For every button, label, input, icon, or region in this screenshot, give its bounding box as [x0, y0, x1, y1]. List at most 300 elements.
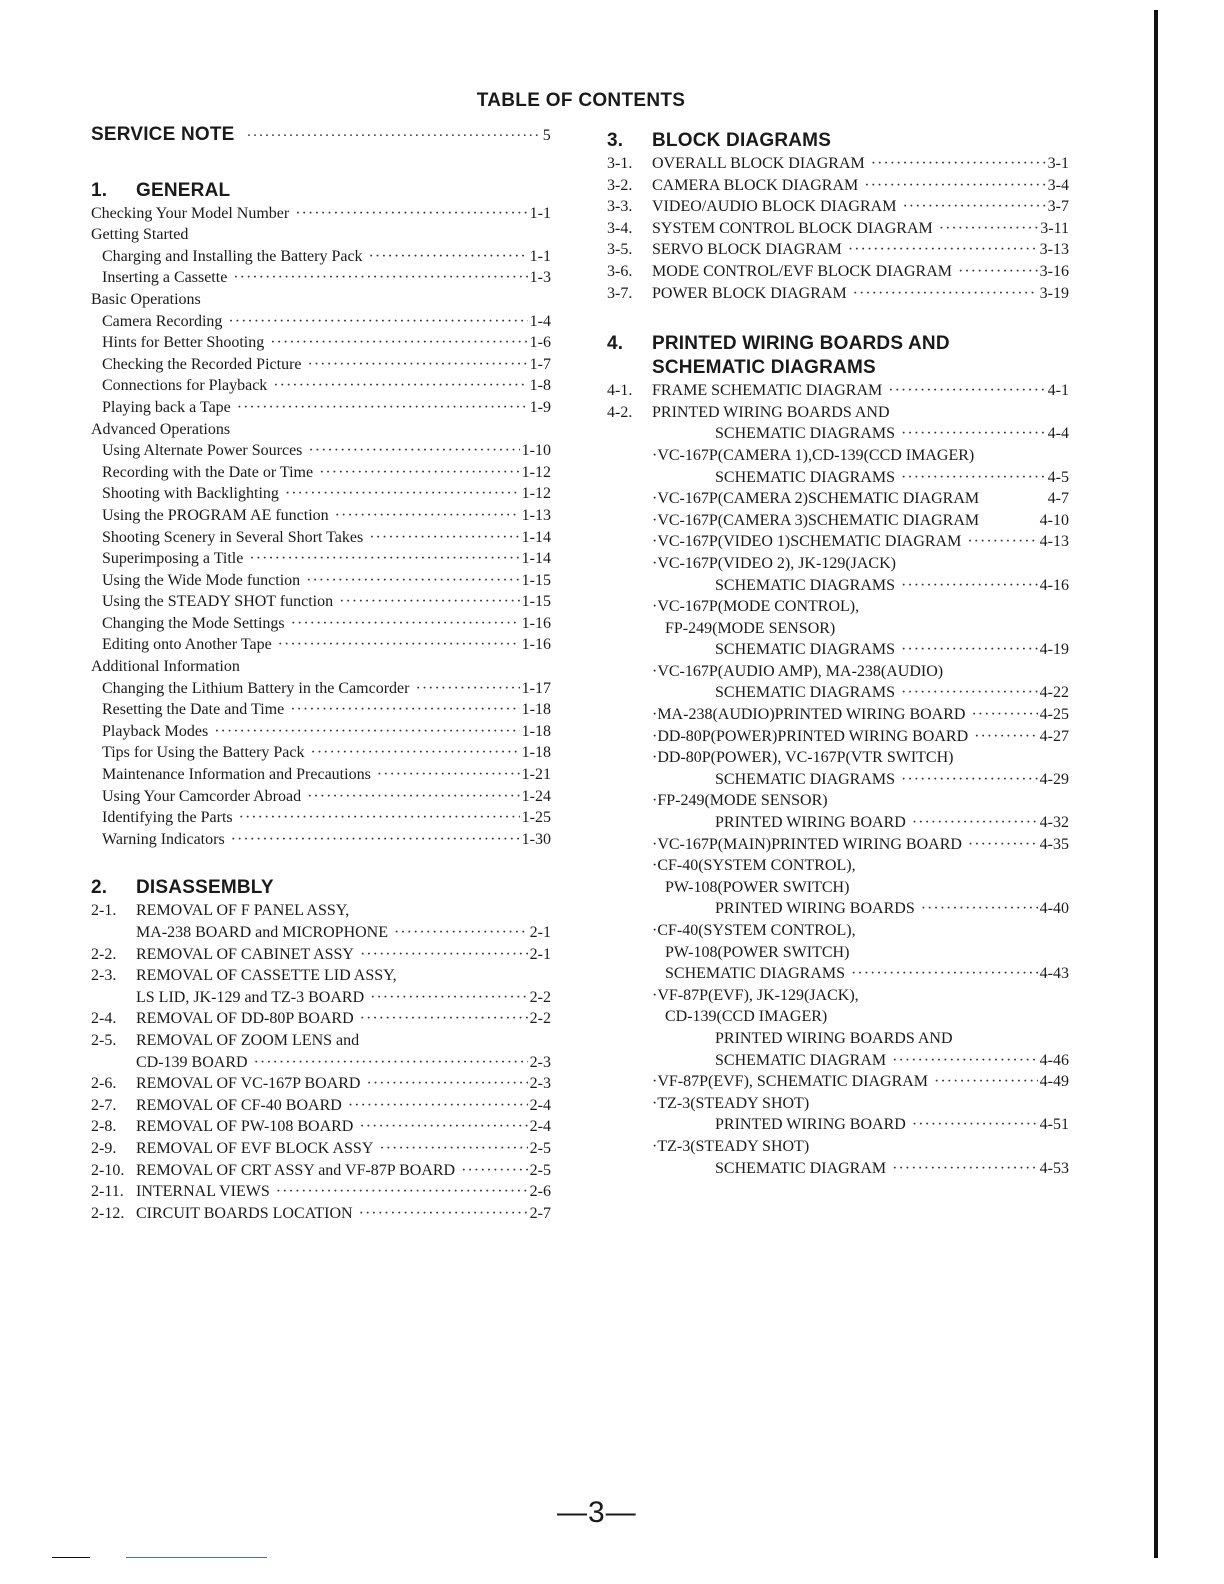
toc-entry[interactable] — [607, 1006, 1069, 1028]
toc-entry[interactable] — [607, 218, 1069, 240]
toc-entry[interactable] — [607, 423, 1069, 445]
toc-entry[interactable] — [91, 634, 551, 656]
dot-leader — [291, 613, 520, 635]
dot-leader — [921, 898, 1038, 920]
entry-number: 4-2. — [607, 403, 633, 421]
dot-leader — [278, 634, 520, 656]
toc-entry[interactable] — [607, 575, 1069, 597]
dot-leader — [901, 467, 1046, 489]
dot-leader — [254, 1052, 528, 1074]
entry-page: 4-10 — [1039, 511, 1069, 529]
entry-page: 4-5 — [1047, 468, 1069, 486]
toc-entry[interactable] — [607, 985, 1069, 1007]
section-number: 1. — [91, 179, 108, 201]
toc-entry[interactable] — [91, 1030, 551, 1052]
toc-entry[interactable] — [91, 922, 551, 944]
toc-entry[interactable] — [91, 829, 551, 851]
toc-subheading — [91, 224, 551, 246]
entry-text: Resetting the Date and Time — [102, 701, 285, 719]
dot-leader — [461, 1160, 528, 1182]
entry-text: FP-249(MODE SENSOR) — [665, 619, 836, 637]
general-entries — [91, 203, 551, 851]
dot-leader — [273, 375, 527, 397]
toc-entry[interactable] — [91, 267, 551, 289]
entry-text: VIDEO/AUDIO BLOCK DIAGRAM — [652, 198, 897, 216]
entry-text: SCHEMATIC DIAGRAM — [715, 1159, 887, 1177]
toc-entry[interactable] — [91, 699, 551, 721]
entry-page: 1-25 — [521, 809, 551, 827]
entry-page: 2-2 — [529, 988, 551, 1006]
toc-entry[interactable] — [607, 726, 1069, 748]
toc-entry[interactable] — [607, 1071, 1069, 1093]
entry-text: SERVO BLOCK DIAGRAM — [652, 241, 842, 259]
entry-page: 1-30 — [521, 830, 551, 848]
entry-page: 1-6 — [529, 334, 551, 352]
dot-leader — [319, 462, 520, 484]
entry-number: 3-6. — [607, 262, 633, 280]
entry-text: ·VF-87P(EVF), SCHEMATIC DIAGRAM — [652, 1073, 929, 1091]
right-edge-bar — [1154, 10, 1158, 1558]
entry-text: Shooting with Backlighting — [102, 485, 279, 503]
toc-entry[interactable] — [91, 1181, 551, 1203]
dot-leader — [968, 834, 1038, 856]
dot-leader — [295, 203, 527, 225]
entry-text: REMOVAL OF CASSETTE LID ASSY, — [136, 967, 397, 985]
toc-entry[interactable] — [91, 613, 551, 635]
dot-leader — [848, 239, 1038, 261]
toc-entry[interactable] — [91, 375, 551, 397]
entry-page: 1-15 — [521, 571, 551, 589]
entry-text: ·DD-80P(POWER)PRINTED WIRING BOARD — [652, 727, 969, 745]
entry-page: 3-19 — [1039, 284, 1069, 302]
toc-entry[interactable] — [607, 661, 1069, 683]
entry-page: 1-7 — [529, 355, 551, 373]
dot-leader — [901, 769, 1038, 791]
toc-entry[interactable] — [91, 397, 551, 419]
toc-subheading — [91, 419, 551, 441]
dot-leader — [249, 548, 519, 570]
entry-text: Inserting a Cassette — [102, 269, 228, 287]
toc-entry[interactable] — [91, 483, 551, 505]
entry-text: MA-238 BOARD and MICROPHONE — [136, 924, 389, 941]
toc-entry[interactable] — [607, 467, 1069, 489]
entry-number: 2-10. — [91, 1161, 125, 1179]
entry-text: CIRCUIT BOARDS LOCATION — [136, 1204, 353, 1222]
entry-page: 1-24 — [521, 787, 551, 805]
toc-entry[interactable] — [91, 462, 551, 484]
toc-entry[interactable] — [607, 812, 1069, 834]
page-number: —3— — [557, 1496, 637, 1529]
toc-entry[interactable] — [607, 239, 1069, 261]
entry-text: ·VC-167P(CAMERA 2)SCHEMATIC DIAGRAM — [652, 490, 980, 508]
entry-text: Basic Operations — [91, 290, 201, 308]
entry-page: 4-46 — [1039, 1051, 1069, 1069]
entry-number: 3-2. — [607, 176, 633, 194]
toc-entry[interactable] — [607, 488, 1069, 510]
dot-leader — [308, 354, 528, 376]
entry-page: 1-17 — [521, 679, 551, 697]
entry-page: 2-3 — [529, 1053, 551, 1071]
dot-leader — [239, 807, 520, 829]
toc-entry[interactable] — [91, 203, 551, 225]
entry-page: 1-1 — [529, 204, 551, 222]
toc-entry[interactable] — [607, 855, 1069, 877]
entry-text: Shooting Scenery in Several Short Takes — [102, 528, 364, 546]
entry-page: 2-4 — [529, 1118, 551, 1136]
entry-text: PRINTED WIRING BOARDS AND — [652, 403, 890, 421]
toc-entry[interactable] — [607, 682, 1069, 704]
entry-page: 4-1 — [1047, 382, 1069, 400]
toc-entry[interactable] — [91, 900, 551, 922]
toc-entry[interactable] — [607, 1114, 1069, 1136]
entry-text: Playing back a Tape — [102, 398, 231, 416]
toc-entry[interactable] — [91, 721, 551, 743]
entry-text: ·VC-167P(CAMERA 3)SCHEMATIC DIAGRAM — [652, 511, 980, 529]
toc-entry[interactable] — [91, 1138, 551, 1160]
entry-text: Charging and Installing the Battery Pack — [102, 247, 363, 265]
section-title-line: SCHEMATIC DIAGRAMS — [652, 357, 876, 379]
dot-leader — [360, 944, 528, 966]
toc-entry[interactable] — [91, 591, 551, 613]
service-note-entry — [91, 124, 551, 148]
toc-entry[interactable] — [607, 510, 1069, 532]
entry-text: ·MA-238(AUDIO)PRINTED WIRING BOARD — [652, 706, 966, 724]
entry-page: 1-16 — [521, 636, 551, 654]
entry-text: Editing onto Another Tape — [102, 636, 272, 654]
toc-entry[interactable] — [91, 246, 551, 268]
dot-leader — [974, 726, 1038, 748]
entry-page: 1-12 — [521, 463, 551, 481]
toc-entry[interactable] — [91, 1116, 551, 1138]
entry-text: Using the PROGRAM AE function — [102, 506, 329, 524]
toc-entry[interactable] — [607, 920, 1069, 942]
dot-leader — [958, 261, 1038, 283]
entry-number: 2-1. — [91, 902, 117, 920]
section-number: 3. — [607, 130, 624, 151]
toc-entry[interactable] — [91, 1052, 551, 1074]
entry-page: 2-3 — [529, 1075, 551, 1093]
dot-leader — [339, 591, 520, 613]
dot-leader — [892, 1050, 1038, 1072]
toc-entry[interactable] — [607, 1028, 1069, 1050]
section-title: GENERAL — [136, 179, 231, 201]
entry-text: ·DD-80P(POWER), VC-167P(VTR SWITCH) — [652, 749, 954, 767]
dot-leader — [934, 1071, 1038, 1093]
section-title: DISASSEMBLY — [136, 877, 274, 899]
toc-subheading — [91, 656, 551, 678]
dot-leader — [892, 1158, 1038, 1180]
service-note-title: SERVICE NOTE — [91, 124, 235, 145]
entry-text: SCHEMATIC DIAGRAMS — [715, 684, 896, 702]
entry-text: Connections for Playback — [102, 377, 268, 395]
entry-page: 1-21 — [521, 766, 551, 784]
dot-leader — [379, 1138, 527, 1160]
toc-entry[interactable] — [607, 445, 1069, 467]
toc-entry[interactable] — [607, 639, 1069, 661]
entry-text: SCHEMATIC DIAGRAMS — [715, 468, 896, 486]
toc-left-column — [91, 124, 551, 1224]
entry-text: ·FP-249(MODE SENSOR) — [652, 792, 828, 810]
disassembly-entries — [91, 900, 551, 1224]
dot-leader — [864, 175, 1045, 197]
entry-number: 2-8. — [91, 1118, 117, 1136]
dot-leader — [377, 764, 520, 786]
entry-page: 2-5 — [529, 1139, 551, 1157]
entry-text: SYSTEM CONTROL BLOCK DIAGRAM — [652, 219, 933, 237]
entry-text: REMOVAL OF EVF BLOCK ASSY — [136, 1139, 374, 1157]
entry-number: 2-6. — [91, 1075, 117, 1093]
dot-leader — [853, 283, 1038, 305]
entry-text: ·VC-167P(MAIN)PRINTED WIRING BOARD — [652, 835, 962, 853]
toc-entry[interactable] — [607, 963, 1069, 985]
entry-text: Warning Indicators — [102, 830, 225, 848]
entry-page: 1-9 — [529, 398, 551, 416]
entry-page: 2-6 — [529, 1183, 551, 1201]
dot-leader — [348, 1095, 528, 1117]
entry-page: 3-4 — [1047, 176, 1069, 194]
toc-entry[interactable] — [607, 1093, 1069, 1115]
toc-entry[interactable] — [607, 1136, 1069, 1158]
toc-entry[interactable] — [91, 944, 551, 966]
entry-page: 4-29 — [1039, 770, 1069, 788]
toc-entry[interactable] — [91, 987, 551, 1009]
toc-entry[interactable] — [607, 531, 1069, 553]
toc-entry[interactable] — [607, 704, 1069, 726]
entry-text: SCHEMATIC DIAGRAMS — [715, 641, 896, 659]
entry-page: 4-27 — [1039, 727, 1069, 745]
toc-entry[interactable] — [607, 1158, 1069, 1180]
entry-text: REMOVAL OF CABINET ASSY — [136, 945, 354, 963]
section-number: 2. — [91, 877, 108, 899]
toc-entry[interactable] — [91, 1203, 551, 1225]
entry-text: OVERALL BLOCK DIAGRAM — [652, 155, 865, 172]
entry-page: 2-2 — [529, 1010, 551, 1028]
dot-leader — [308, 440, 519, 462]
toc-entry[interactable] — [607, 877, 1069, 899]
entry-page: 1-12 — [521, 485, 551, 503]
entry-page: 4-32 — [1039, 814, 1069, 832]
toc-entry[interactable] — [91, 440, 551, 462]
entry-text: CD-139 BOARD — [136, 1053, 248, 1071]
entry-text: PRINTED WIRING BOARDS AND — [715, 1029, 953, 1047]
toc-entry[interactable] — [607, 402, 1069, 424]
toc-entry[interactable] — [607, 790, 1069, 812]
entry-number: 2-7. — [91, 1096, 117, 1114]
toc-entry[interactable] — [91, 764, 551, 786]
entry-text: Advanced Operations — [91, 420, 231, 438]
entry-page: 4-43 — [1039, 965, 1069, 983]
section-title-line: PRINTED WIRING BOARDS AND — [652, 333, 950, 355]
dot-leader — [901, 423, 1046, 445]
entry-text: LS LID, JK-129 and TZ-3 BOARD — [136, 988, 365, 1006]
toc-entry[interactable] — [607, 834, 1069, 856]
toc-right-column — [607, 124, 1069, 1179]
entry-number: 2-5. — [91, 1031, 117, 1049]
toc-entry[interactable] — [91, 527, 551, 549]
entry-text: PW-108(POWER SWITCH) — [665, 878, 850, 896]
dot-leader — [285, 483, 520, 505]
entry-text: REMOVAL OF CRT ASSY and VF-87P BOARD — [136, 1161, 456, 1179]
toc-entry[interactable] — [91, 505, 551, 527]
entry-text: SCHEMATIC DIAGRAMS — [715, 425, 896, 443]
entry-text: Using Your Camcorder Abroad — [102, 787, 302, 805]
toc-entry[interactable] — [607, 380, 1069, 402]
dot-leader — [902, 196, 1045, 218]
entry-page: 4-53 — [1039, 1159, 1069, 1177]
toc-entry[interactable] — [607, 1050, 1069, 1072]
entry-page: 4-22 — [1039, 684, 1069, 702]
dot-leader — [415, 678, 519, 700]
toc-entry[interactable] — [607, 769, 1069, 791]
entry-text: REMOVAL OF F PANEL ASSY, — [136, 902, 350, 920]
entry-text: PRINTED WIRING BOARDS — [715, 900, 915, 918]
toc-entry[interactable] — [91, 1095, 551, 1117]
entry-number: 3-7. — [607, 284, 633, 302]
entry-text: SCHEMATIC DIAGRAMS — [665, 965, 846, 983]
entry-page: 1-1 — [529, 247, 551, 265]
toc-entry[interactable] — [91, 1160, 551, 1182]
toc-entry[interactable] — [91, 570, 551, 592]
entry-page: 1-14 — [521, 550, 551, 568]
entry-text: Camera Recording — [102, 312, 223, 330]
block-diagram-entries — [607, 153, 1069, 304]
entry-text: PRINTED WIRING BOARD — [715, 1116, 906, 1134]
toc-entry[interactable] — [607, 747, 1069, 769]
entry-text: PRINTED WIRING BOARD — [715, 814, 906, 832]
bottom-line-left — [52, 1557, 90, 1558]
section-heading-pwb — [607, 332, 1069, 380]
entry-page: 1-10 — [521, 442, 551, 460]
entry-text: REMOVAL OF VC-167P BOARD — [136, 1075, 361, 1093]
section-heading-block-diagrams — [607, 129, 1069, 153]
entry-number: 2-9. — [91, 1139, 117, 1157]
entry-text: PW-108(POWER SWITCH) — [665, 943, 850, 961]
entry-page: 2-1 — [529, 924, 551, 941]
entry-text: Using Alternate Power Sources — [102, 442, 303, 460]
entry-text: ·VC-167P(AUDIO AMP), MA-238(AUDIO) — [652, 662, 944, 680]
dot-leader — [335, 505, 520, 527]
entry-number: 4-1. — [607, 382, 633, 400]
toc-entry[interactable] — [91, 354, 551, 376]
dot-leader — [370, 987, 528, 1009]
dot-leader — [237, 397, 528, 419]
dot-leader — [311, 742, 520, 764]
entry-page: 2-7 — [529, 1204, 551, 1222]
entry-page: 4-40 — [1039, 900, 1069, 918]
entry-text: Using the Wide Mode function — [102, 571, 301, 589]
entry-page: 4-13 — [1039, 533, 1069, 551]
toc-entry[interactable] — [607, 596, 1069, 618]
entry-text: Maintenance Information and Precautions — [102, 766, 371, 784]
dot-leader — [290, 699, 519, 721]
toc-entry[interactable] — [607, 175, 1069, 197]
toc-entry[interactable] — [91, 332, 551, 354]
entry-number: 3-4. — [607, 219, 633, 237]
entry-page: 4-51 — [1039, 1116, 1069, 1134]
entry-page: 4-19 — [1039, 641, 1069, 659]
pwb-entries — [607, 380, 1069, 1179]
dot-leader — [366, 1073, 527, 1095]
toc-entry[interactable] — [607, 618, 1069, 640]
entry-text: MODE CONTROL/EVF BLOCK DIAGRAM — [652, 262, 953, 280]
entry-text: REMOVAL OF PW-108 BOARD — [136, 1118, 354, 1136]
toc-entry[interactable] — [607, 942, 1069, 964]
toc-entry[interactable] — [607, 196, 1069, 218]
entry-page: 1-18 — [521, 701, 551, 719]
entry-page: 4-7 — [1047, 490, 1069, 508]
entry-text: Recording with the Date or Time — [102, 463, 314, 481]
toc-entry[interactable] — [607, 153, 1069, 175]
entry-page: 3-13 — [1039, 241, 1069, 259]
entry-number: 2-3. — [91, 967, 117, 985]
toc-entry[interactable] — [91, 678, 551, 700]
entry-text: CD-139(CCD IMAGER) — [665, 1008, 828, 1026]
entry-text: Superimposing a Title — [102, 550, 244, 568]
entry-page: 3-1 — [1047, 155, 1069, 172]
toc-entry[interactable] — [91, 786, 551, 808]
entry-page: 1-18 — [521, 744, 551, 762]
toc-entry[interactable] — [607, 261, 1069, 283]
entry-text: ·TZ-3(STEADY SHOT) — [652, 1137, 810, 1155]
entry-page: 4-25 — [1039, 706, 1069, 724]
section-heading-general — [91, 179, 551, 203]
toc-entry[interactable] — [91, 548, 551, 570]
dot-leader — [901, 682, 1038, 704]
toc-entry[interactable] — [607, 553, 1069, 575]
entry-text: SCHEMATIC DIAGRAM — [715, 1051, 887, 1069]
entry-text: Using the STEADY SHOT function — [102, 593, 334, 611]
toc-entry[interactable] — [91, 965, 551, 987]
dot-leader — [270, 332, 527, 354]
entry-page: 1-14 — [521, 528, 551, 546]
section-number: 4. — [607, 333, 624, 355]
toc-entry[interactable] — [607, 283, 1069, 305]
toc-entry[interactable] — [91, 311, 551, 333]
entry-text: REMOVAL OF DD-80P BOARD — [136, 1010, 354, 1028]
entry-text: Identifying the Parts — [102, 809, 233, 827]
dot-leader — [369, 246, 528, 268]
entry-page: 4-49 — [1039, 1073, 1069, 1091]
entry-page: 3-16 — [1039, 262, 1069, 280]
entry-text: ·CF-40(SYSTEM CONTROL), — [652, 922, 856, 939]
entry-text: SCHEMATIC DIAGRAMS — [715, 770, 896, 788]
section-title — [652, 332, 1069, 380]
entry-text: Changing the Lithium Battery in the Camcorder — [102, 679, 410, 697]
entry-text: SCHEMATIC DIAGRAMS — [715, 576, 896, 594]
entry-text: ·CF-40(SYSTEM CONTROL), — [652, 857, 856, 875]
entry-text: Checking the Recorded Picture — [102, 355, 302, 373]
entry-text: Changing the Mode Settings — [102, 614, 285, 632]
entry-text: ·VC-167P(MODE CONTROL), — [652, 598, 860, 616]
dot-leader — [307, 786, 520, 808]
entry-page: 1-13 — [521, 506, 551, 524]
toc-entry[interactable] — [91, 1073, 551, 1095]
entry-number: 3-5. — [607, 241, 633, 259]
toc-entry[interactable] — [91, 742, 551, 764]
toc-entry[interactable] — [607, 898, 1069, 920]
entry-page: 1-3 — [529, 269, 551, 287]
entry-text: Getting Started — [91, 226, 189, 244]
entry-text: Tips for Using the Battery Pack — [102, 744, 305, 762]
entry-page: 2-4 — [529, 1096, 551, 1114]
entry-text: REMOVAL OF CF-40 BOARD — [136, 1096, 342, 1114]
toc-entry[interactable] — [91, 807, 551, 829]
dot-leader — [901, 575, 1038, 597]
entry-page: 4-16 — [1039, 576, 1069, 594]
entry-number: 2-4. — [91, 1010, 117, 1028]
entry-page: 1-16 — [521, 614, 551, 632]
toc-entry[interactable] — [91, 1008, 551, 1030]
